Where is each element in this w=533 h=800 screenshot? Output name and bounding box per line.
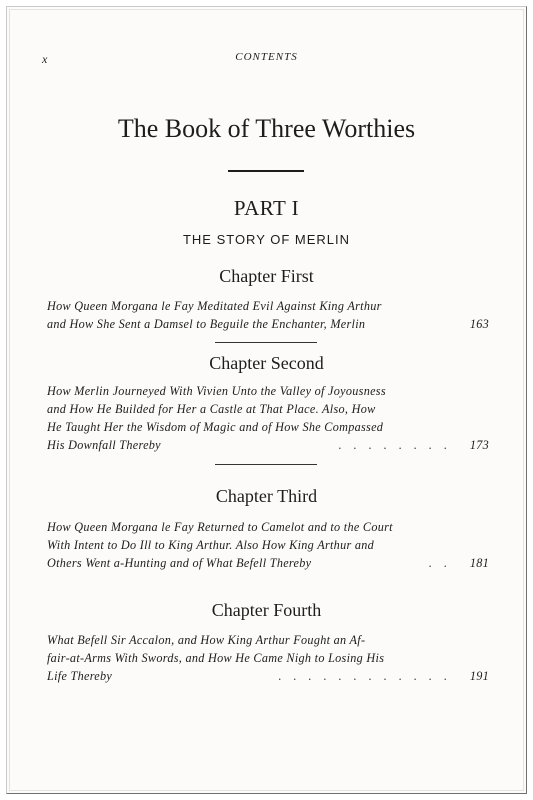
chapter-description bbox=[47, 297, 489, 333]
chapter-title: Chapter First bbox=[219, 266, 314, 286]
chapter-title: Chapter Third bbox=[215, 486, 318, 506]
part-heading: PART I bbox=[233, 196, 300, 220]
page-ref: 163 bbox=[466, 315, 489, 333]
running-header: CONTENTS bbox=[235, 51, 298, 63]
chapter-line-last: His Downfall Thereby ........ 173 bbox=[47, 438, 489, 452]
chapter-line: How Queen Morgana le Fay Meditated Evil Against King Arthur bbox=[47, 297, 489, 315]
chapter-description bbox=[47, 518, 489, 572]
leader-dots: ............ bbox=[278, 669, 459, 683]
page-ref: 181 bbox=[466, 554, 489, 572]
section-rule bbox=[215, 464, 317, 465]
story-heading: THE STORY OF MERLIN bbox=[182, 232, 351, 247]
page-ref: 173 bbox=[466, 436, 489, 454]
chapter-line: and How He Builded for Her a Castle at That Place. Also, How bbox=[47, 400, 489, 418]
chapter-title: Chapter Second bbox=[209, 353, 324, 373]
chapter-line: How Queen Morgana le Fay Returned to Camelot and to the Court bbox=[47, 518, 489, 536]
page-number: x bbox=[42, 52, 48, 66]
chapter-line: He Taught Her the Wisdom of Magic and of How She Compassed bbox=[47, 418, 489, 436]
chapter-description bbox=[47, 631, 489, 685]
book-title: The Book of Three Worthies bbox=[117, 114, 416, 143]
chapter-line: How Merlin Journeyed With Vivien Unto the Valley of Joyousness bbox=[47, 382, 489, 400]
title-rule bbox=[228, 170, 304, 172]
chapter-line: What Befell Sir Accalon, and How King Arthur Fought an Af- bbox=[47, 631, 489, 649]
chapter-line: With Intent to Do Ill to King Arthur. Also How King Arthur and bbox=[47, 536, 489, 554]
chapter-line: fair-at-Arms With Swords, and How He Came Nigh to Losing His bbox=[47, 649, 489, 667]
leader-dots: ........ bbox=[338, 438, 459, 452]
chapter-line-last: Life Thereby ............ 191 bbox=[47, 669, 489, 683]
section-rule bbox=[215, 342, 317, 343]
page-ref: 191 bbox=[466, 667, 489, 685]
chapter-description bbox=[47, 382, 489, 454]
leader-dots: .. bbox=[428, 556, 459, 570]
chapter-line-last: and How She Sent a Damsel to Beguile the Enchanter, Merlin 163 bbox=[47, 317, 489, 331]
chapter-title: Chapter Fourth bbox=[211, 600, 322, 620]
chapter-line-last: Others Went a-Hunting and of What Befell Thereby .. 181 bbox=[47, 556, 489, 570]
